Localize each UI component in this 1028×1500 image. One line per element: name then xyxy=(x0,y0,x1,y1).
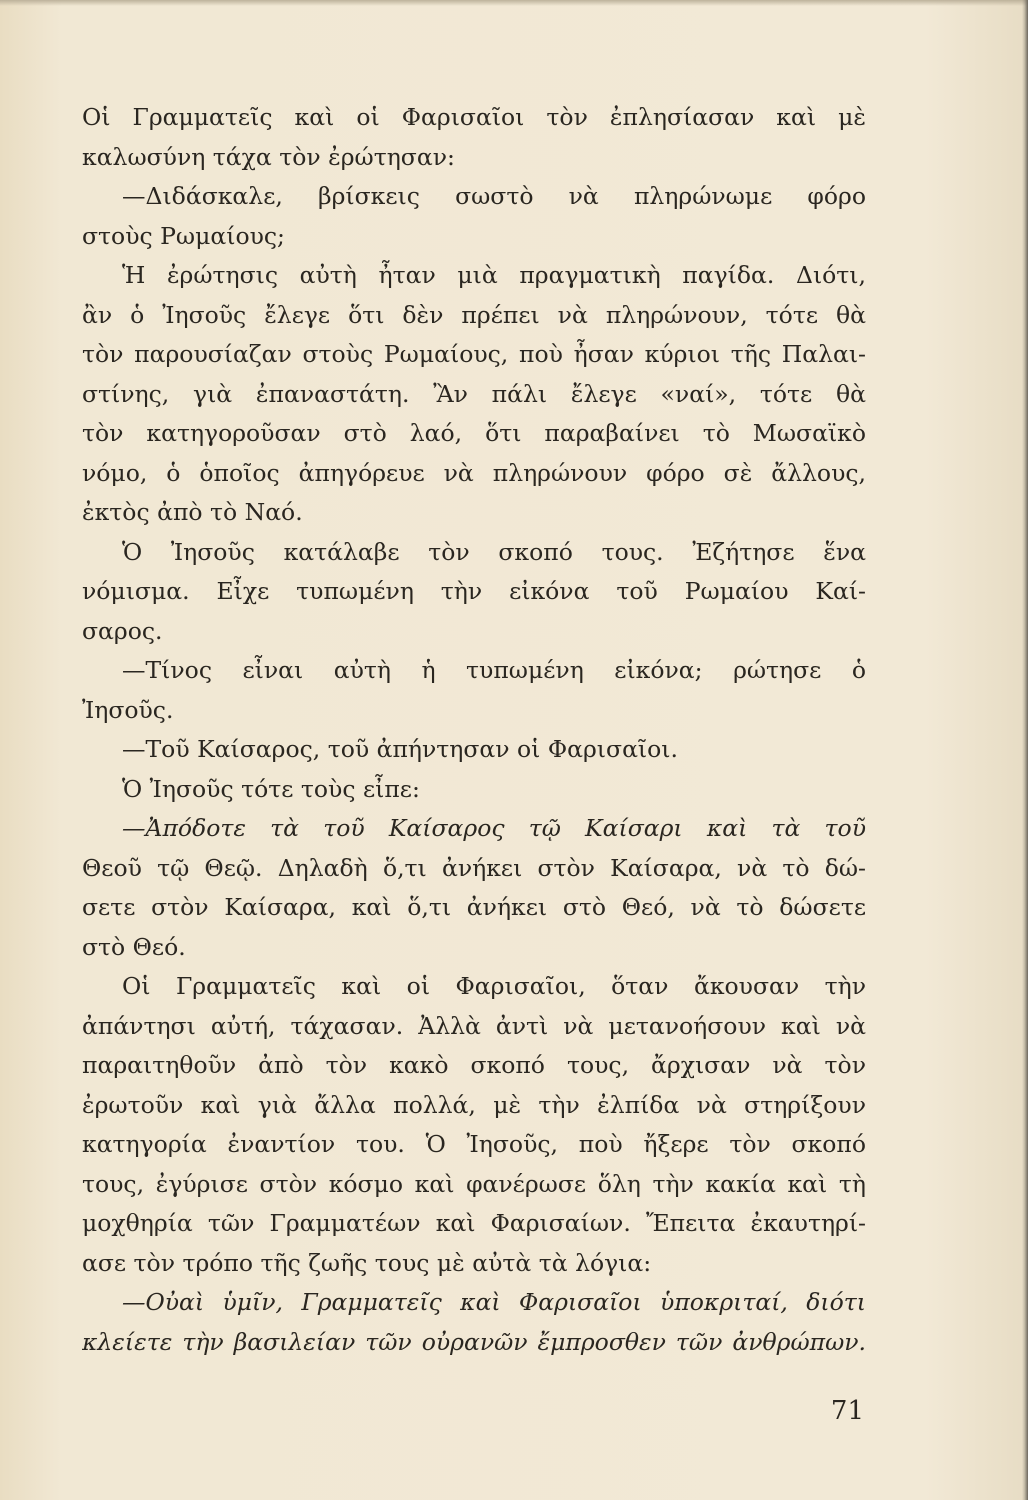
text-line: Ἰησοῦς. xyxy=(82,695,174,724)
page-top-edge xyxy=(0,0,1028,6)
text-line: Ἡ ἐρώτησις αὐτὴ ἦταν μιὰ πραγματικὴ παγίδα. Διότι, xyxy=(122,261,866,289)
text-line: τὸν παρουσίαζαν στοὺς Ρωμαίους, ποὺ ἦσαν κύριοι τῆς Παλαι- xyxy=(82,340,866,368)
text-line: ἐκτὸς ἀπὸ τὸ Ναό. xyxy=(82,498,303,526)
text-line: —Διδάσκαλε, βρίσκεις σωστὸ νὰ πληρώνωμε φόρο xyxy=(122,182,866,210)
text-line: Ὁ Ἰησοῦς κατάλαβε τὸν σκοπό τους. Ἐζήτησε ἕνα xyxy=(122,537,866,566)
text-line: στοὺς Ρωμαίους; xyxy=(82,221,285,250)
text-line: στίνης, γιὰ ἐπαναστάτη. Ἂν πάλι ἔλεγε «ναί», τότε θὰ xyxy=(82,379,866,408)
text-line: —Οὐαὶ ὑμῖν, Γραμματεῖς καὶ Φαρισαῖοι ὑποκριταί, διότι xyxy=(122,1288,866,1316)
text-line: ἀπάντησι αὐτή, τάχασαν. Ἀλλὰ ἀντὶ νὰ μετανοήσουν καὶ νὰ xyxy=(82,1011,866,1040)
text-line: —Τίνος εἶναι αὐτὴ ἡ τυπωμένη εἰκόνα; ρώτησε ὁ xyxy=(122,656,866,684)
text-line: —Τοῦ Καίσαρος, τοῦ ἀπήντησαν οἱ Φαρισαῖοι. xyxy=(122,735,678,763)
text-line: κλείετε τὴν βασιλείαν τῶν οὐρανῶν ἔμπροσθεν τῶν ἀνθρώπων. xyxy=(82,1327,866,1356)
text-line: καλωσύνη τάχα τὸν ἐρώτησαν: xyxy=(82,142,455,171)
text-line: νόμισμα. Εἶχε τυπωμένη τὴν εἰκόνα τοῦ Ρωμαίου Καί- xyxy=(82,577,866,605)
text-line: Οἱ Γραμματεῖς καὶ οἱ Φαρισαῖοι τὸν ἐπλησίασαν καὶ μὲ xyxy=(82,103,866,131)
text-line: Οἱ Γραμματεῖς καὶ οἱ Φαρισαῖοι, ὅταν ἄκουσαν τὴν xyxy=(122,972,866,1000)
text-line: —Ἀπόδοτε τὰ τοῦ Καίσαρος τῷ Καίσαρι καὶ τὰ τοῦ xyxy=(122,814,866,842)
page-number: 71 xyxy=(830,1396,864,1426)
text-line: μοχθηρία τῶν Γραμματέων καὶ Φαρισαίων. Ἔπειτα ἐκαυτηρί- xyxy=(82,1209,866,1237)
text-line: ασε τὸν τρόπο τῆς ζωῆς τους μὲ αὐτὰ τὰ λόγια: xyxy=(82,1248,652,1277)
text-line: σετε στὸν Καίσαρα, καὶ ὅ,τι ἀνήκει στὸ Θεό, νὰ τὸ δώσετε xyxy=(82,893,866,921)
text-line: τους, ἐγύρισε στὸν κόσμο καὶ φανέρωσε ὅλη τὴν κακία καὶ τὴ xyxy=(82,1169,866,1198)
text-line: στὸ Θεό. xyxy=(82,932,186,961)
text-line: ἂν ὁ Ἰησοῦς ἔλεγε ὅτι δὲν πρέπει νὰ πληρώνουν, τότε θὰ xyxy=(82,300,866,329)
body-text xyxy=(82,98,866,1362)
text-line: Θεοῦ τῷ Θεῷ. Δηλαδὴ ὅ,τι ἀνήκει στὸν Καίσαρα, νὰ τὸ δώ- xyxy=(82,853,866,882)
text-line: τὸν κατηγοροῦσαν στὸ λαό, ὅτι παραβαίνει τὸ Μωσαϊκὸ xyxy=(82,419,866,447)
text-line: κατηγορία ἐναντίον του. Ὁ Ἰησοῦς, ποὺ ἤξερε τὸν σκοπό xyxy=(82,1130,866,1158)
text-line: ἐρωτοῦν καὶ γιὰ ἄλλα πολλά, μὲ τὴν ἐλπίδα νὰ στηρίξουν xyxy=(82,1090,866,1119)
page-binding-shadow xyxy=(1022,0,1028,1500)
text-line: Ὁ Ἰησοῦς τότε τοὺς εἶπε: xyxy=(122,774,420,803)
text-line: παραιτηθοῦν ἀπὸ τὸν κακὸ σκοπό τους, ἄρχισαν νὰ τὸν xyxy=(82,1051,866,1079)
text-line: νόμο, ὁ ὁποῖος ἀπηγόρευε νὰ πληρώνουν φόρο σὲ ἄλλους, xyxy=(82,458,866,487)
text-line: σαρος. xyxy=(82,616,163,645)
